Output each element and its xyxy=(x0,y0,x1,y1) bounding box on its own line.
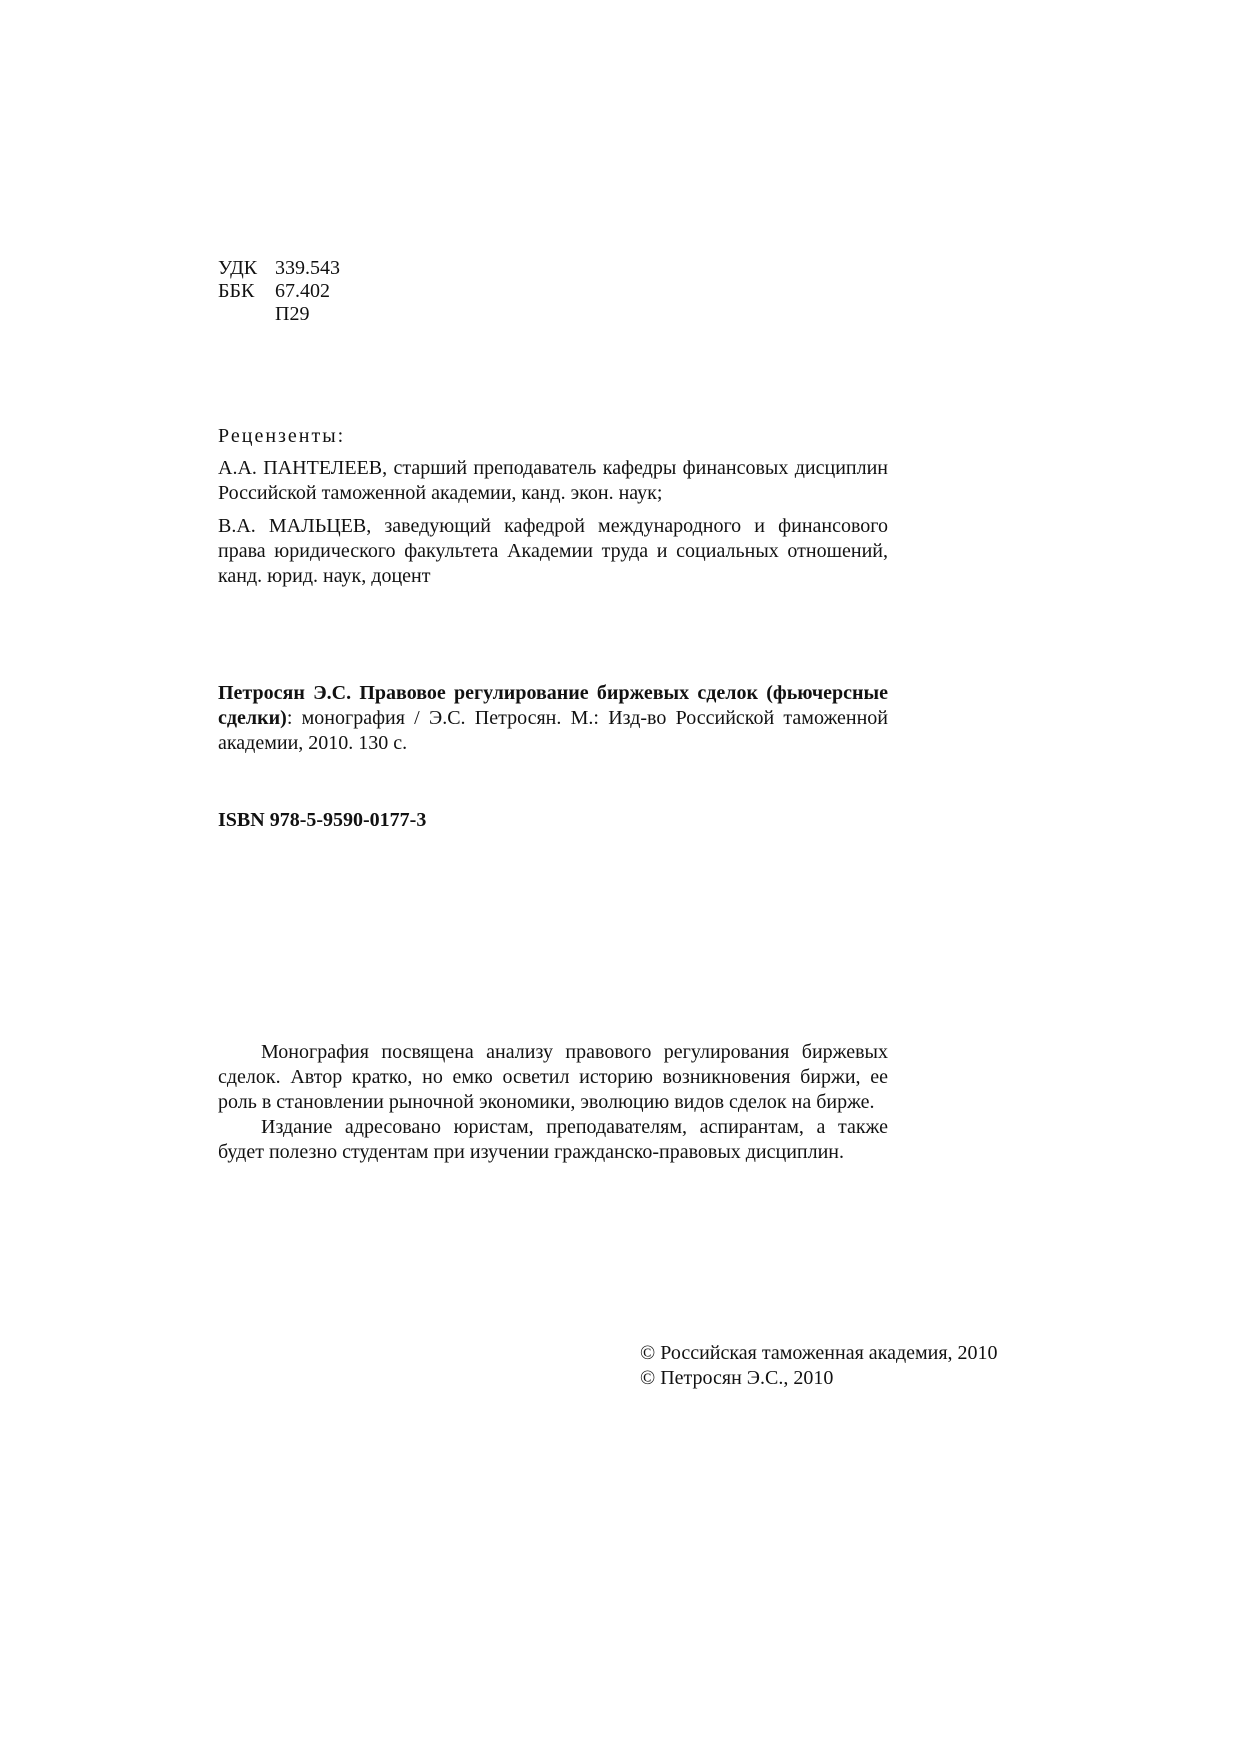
bibliographic-rest: : монография / Э.С. Петросян. М.: Изд-во Российской таможенной академии, 2010. 130 с. xyxy=(218,707,888,754)
bbk-value: 67.402 xyxy=(275,280,330,302)
author-sign-row xyxy=(218,303,340,326)
bbk-label: ББК xyxy=(218,280,255,302)
bibliographic-author-title: Петросян Э.С. Правовое регулирование биржевых сделок (фьючерсные сделки) xyxy=(218,682,888,729)
annotation-paragraph: Издание адресовано юристам, преподавателям, аспирантам, а также будет полезно студентам при изучении гражданско-правовых дисциплин. xyxy=(218,1116,888,1163)
bbk-row xyxy=(218,280,340,303)
reviewers-heading: Рецензенты: xyxy=(218,425,346,447)
author-sign: П29 xyxy=(275,303,310,325)
annotation-paragraph: Монография посвящена анализу правового регулирования биржевых сделок. Автор кратко, но емко осветил историю возникновения биржи, ее роль в становлении рыночной экономики, эволюцию видов сделок на бирже. xyxy=(218,1041,888,1113)
bibliographic-description xyxy=(218,681,888,756)
copyright-block xyxy=(640,1341,998,1391)
reviewer-item: В.А. МАЛЬЦЕВ, заведующий кафедрой международного и финансового права юридического факультета Академии труда и социальных отношений, канд. юрид. наук, доцент xyxy=(218,515,888,587)
annotation-block xyxy=(218,1040,888,1165)
udk-value: 339.543 xyxy=(275,257,340,279)
udk-label: УДК xyxy=(218,257,258,279)
copyright-line: © Петросян Э.С., 2010 xyxy=(640,1367,834,1389)
copyright-line: © Российская таможенная академия, 2010 xyxy=(640,1342,998,1364)
udk-row xyxy=(218,257,340,280)
classification-block xyxy=(218,257,340,326)
reviewers-block xyxy=(218,424,888,597)
isbn: ISBN 978-5-9590-0177-3 xyxy=(218,809,427,831)
reviewer-item: А.А. ПАНТЕЛЕЕВ, старший преподаватель кафедры финансовых дисциплин Российской таможенной академии, канд. экон. наук; xyxy=(218,457,888,504)
